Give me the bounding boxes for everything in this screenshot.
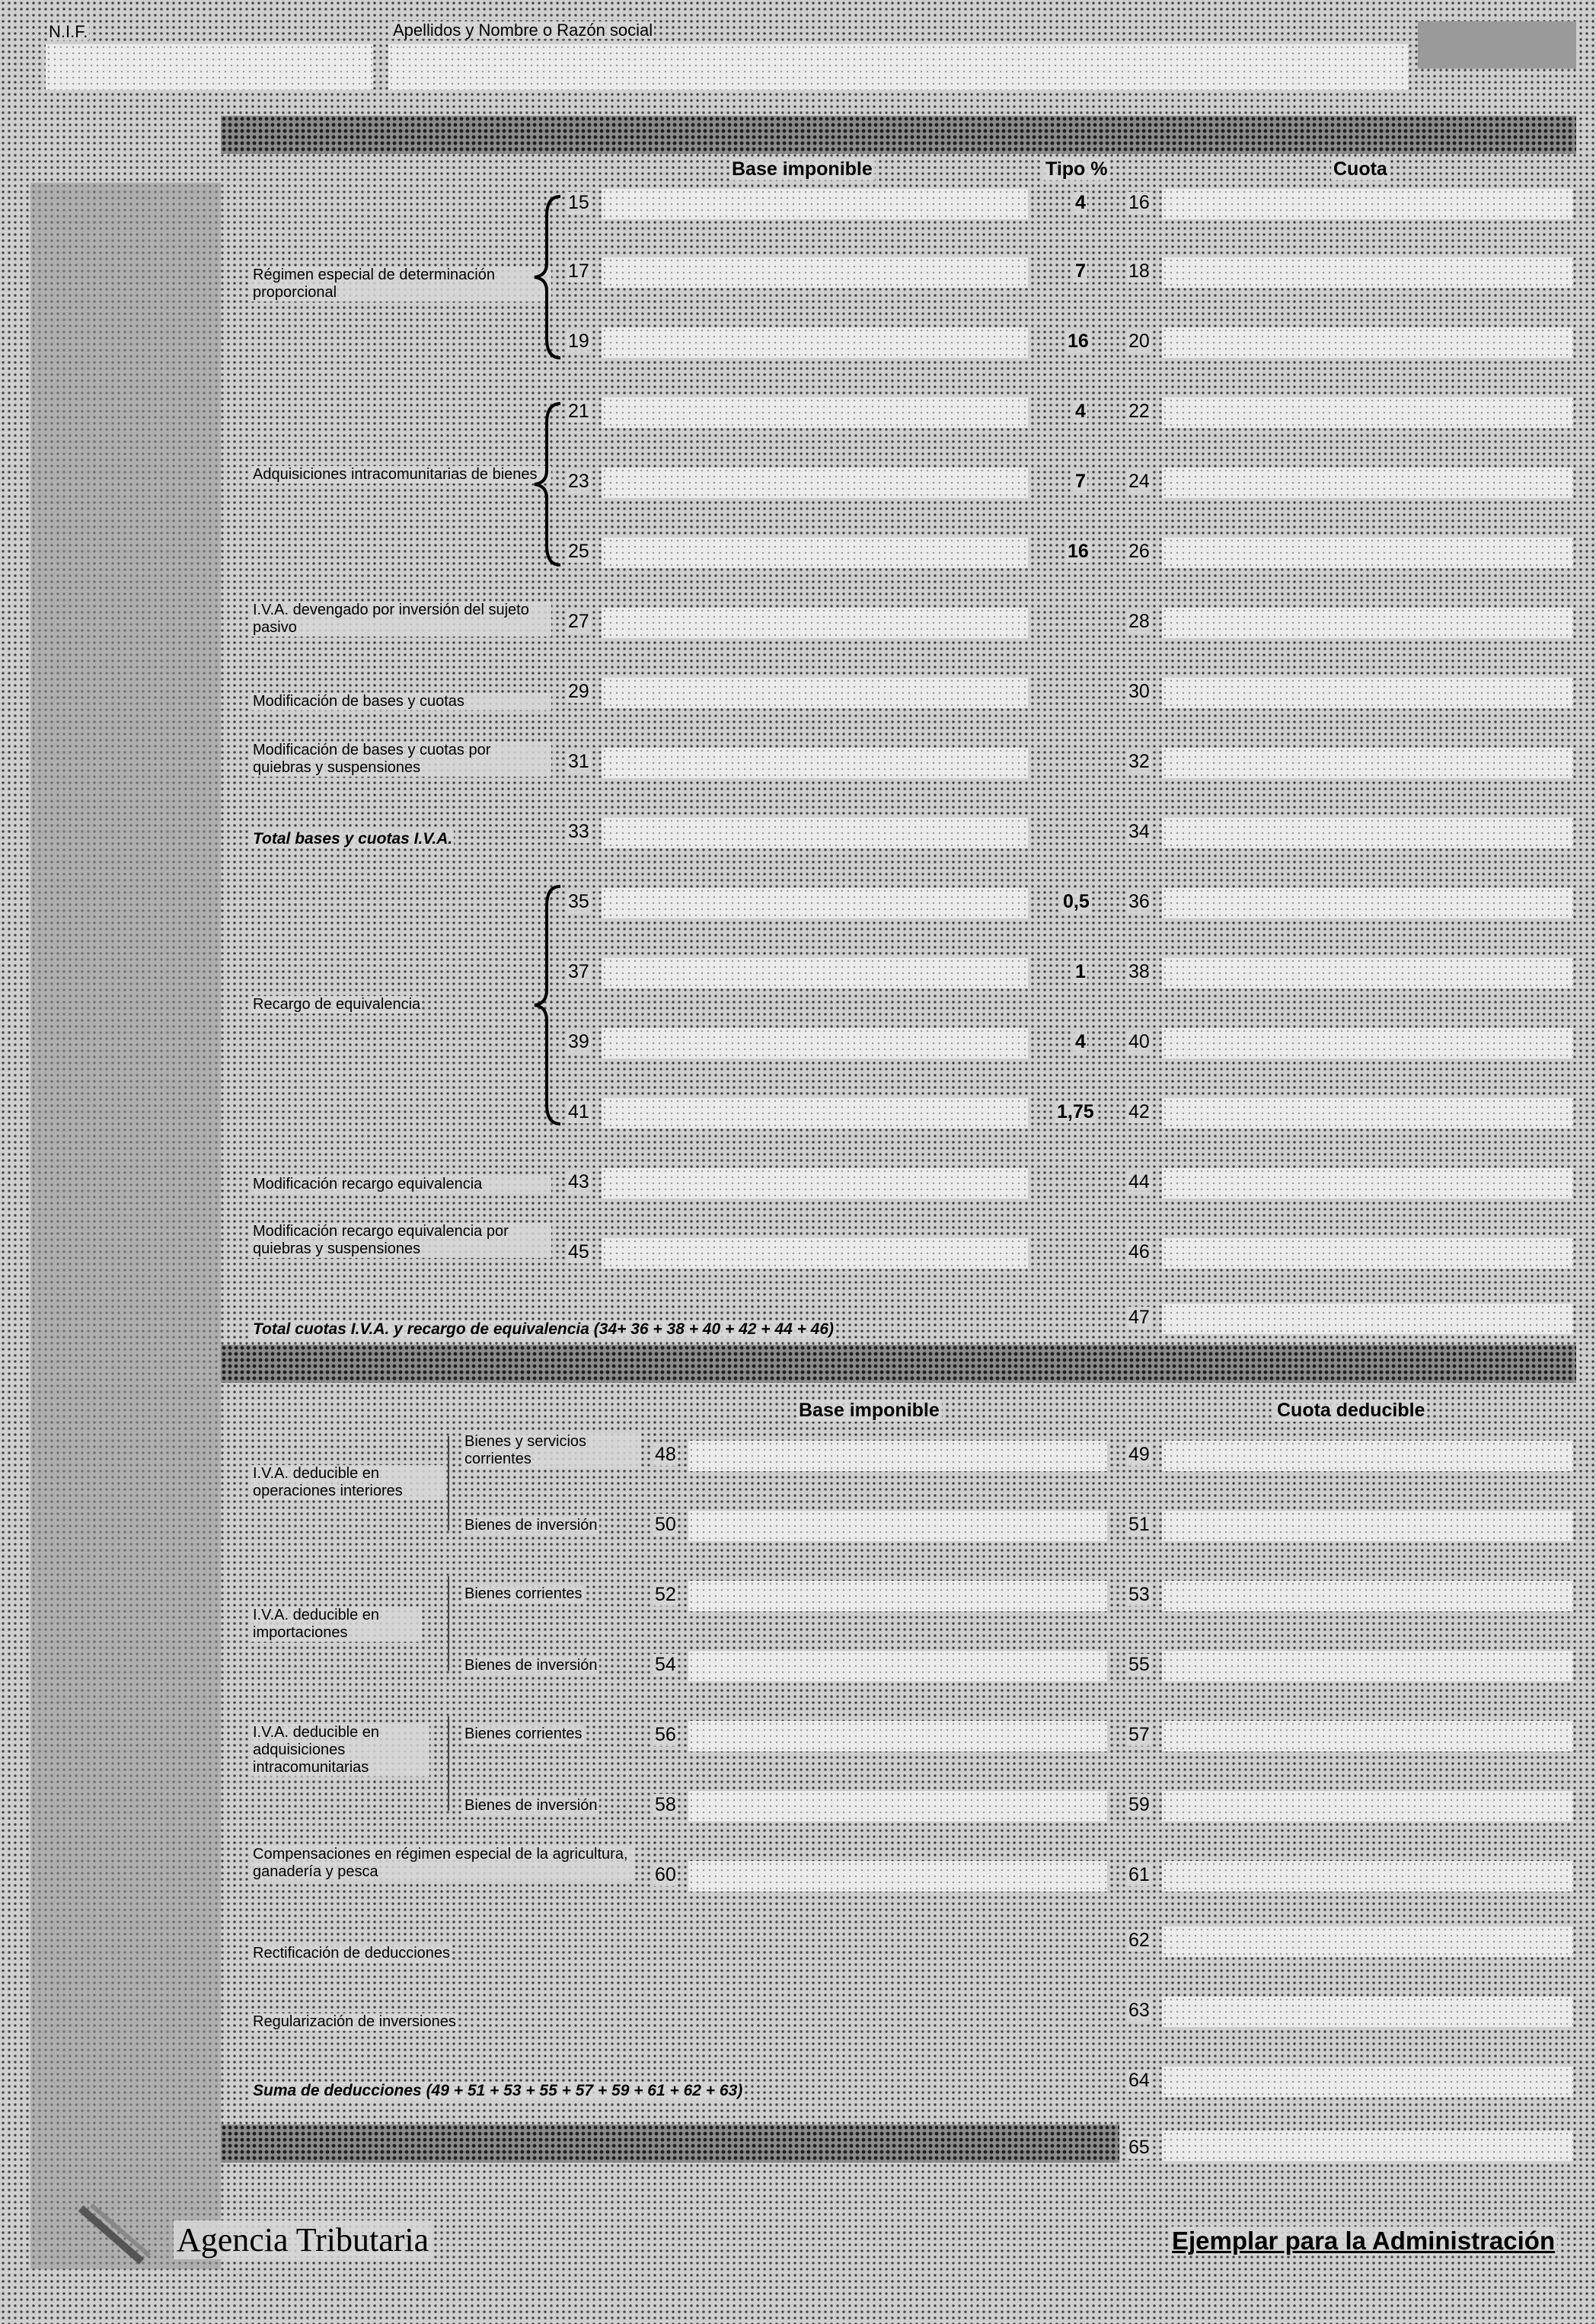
- cuota-field[interactable]: [1162, 1861, 1573, 1891]
- label-modificacion: Modificación de bases y cuotas: [251, 693, 551, 710]
- bracket-adquisiciones: [448, 1716, 449, 1811]
- base-field[interactable]: [602, 538, 1028, 568]
- base-field[interactable]: [688, 1791, 1107, 1821]
- base-field[interactable]: [602, 888, 1028, 918]
- col-header-cuota-deducible: Cuota deducible: [1275, 1400, 1427, 1422]
- box-number: 18: [1128, 260, 1150, 282]
- col-header-tipo: Tipo %: [1043, 158, 1109, 180]
- cuota-field[interactable]: [1162, 1441, 1573, 1471]
- box-number: 22: [1128, 401, 1150, 422]
- cuota-field[interactable]: [1162, 1238, 1573, 1269]
- name-label: Apellidos y Nombre o Razón social: [393, 21, 653, 40]
- brace-recargo: [530, 883, 568, 1127]
- copy-label: Ejemplar para la Administración: [1170, 2227, 1557, 2255]
- page-code-box: [1418, 21, 1576, 69]
- rate-value: 4: [1075, 1031, 1086, 1052]
- left-margin-band: [30, 183, 221, 2269]
- box-number: 21: [568, 401, 589, 422]
- col-header-cuota: Cuota: [1331, 158, 1390, 180]
- sub-label: Bienes de inversión: [464, 1797, 598, 1814]
- suma-deducciones-field[interactable]: [1162, 2067, 1573, 2097]
- label-recargo: Recargo de equivalencia: [253, 996, 421, 1013]
- base-field[interactable]: [602, 818, 1028, 848]
- cuota-field[interactable]: [1162, 468, 1573, 498]
- box-number: 56: [655, 1724, 676, 1745]
- cuota-field[interactable]: [1162, 1721, 1573, 1751]
- base-field[interactable]: [602, 189, 1028, 219]
- cuota-field[interactable]: [1162, 257, 1573, 288]
- sub-label: Bienes corrientes: [464, 1725, 583, 1742]
- box-number: 26: [1128, 541, 1150, 562]
- label-mod-recargo-quiebras: Modificación recargo equivalencia por quiebras y suspensiones: [251, 1223, 551, 1258]
- box-number: 20: [1128, 330, 1150, 352]
- label-regularizacion: Regularización de inversiones: [253, 2013, 456, 2030]
- box-number: 19: [568, 330, 589, 352]
- section-band-devengado: [221, 116, 1576, 154]
- label-rectificacion: Rectificación de deducciones: [253, 1945, 451, 1962]
- cuota-field[interactable]: [1162, 189, 1573, 219]
- box-number: 48: [655, 1444, 676, 1465]
- col-header-base: Base imponible: [729, 158, 875, 180]
- nif-field[interactable]: [46, 44, 373, 90]
- base-field[interactable]: [602, 1028, 1028, 1058]
- label-modificacion-quiebras: Modificación de bases y cuotas por quiebras y suspensiones: [251, 742, 551, 777]
- box-number: 54: [655, 1654, 676, 1675]
- label-mod-recargo: Modificación recargo equivalencia: [251, 1176, 551, 1193]
- rate-value: 1: [1075, 961, 1086, 982]
- base-field[interactable]: [602, 397, 1028, 428]
- label-deducible-interiores: I.V.A. deducible en operaciones interiores: [251, 1465, 445, 1500]
- box-number: 62: [1128, 1930, 1150, 1951]
- label-deducible-importaciones: I.V.A. deducible en importaciones: [251, 1607, 422, 1642]
- box-number: 24: [1128, 471, 1150, 492]
- cuota-field[interactable]: [1162, 1651, 1573, 1681]
- base-field[interactable]: [602, 958, 1028, 988]
- base-field[interactable]: [602, 1238, 1028, 1269]
- cuota-field[interactable]: [1162, 818, 1573, 848]
- rectificacion-field[interactable]: [1162, 1927, 1573, 1957]
- base-field[interactable]: [688, 1441, 1107, 1471]
- sub-label: Bienes de inversión: [464, 1657, 598, 1674]
- box-number: 23: [568, 471, 589, 492]
- base-field[interactable]: [602, 468, 1028, 498]
- cuota-field[interactable]: [1162, 1028, 1573, 1058]
- box-number: 31: [568, 751, 589, 772]
- box-number: 65: [1128, 2137, 1150, 2158]
- box-number: 51: [1128, 1514, 1150, 1535]
- box-number: 47: [1128, 1307, 1150, 1328]
- cuota-field[interactable]: [1162, 1098, 1573, 1128]
- total-recargo-field[interactable]: [1162, 1304, 1573, 1334]
- box-number: 33: [568, 821, 589, 842]
- col-header-base-deducible: Base imponible: [796, 1400, 942, 1422]
- box-number: 46: [1128, 1241, 1150, 1263]
- box-number: 28: [1128, 611, 1150, 632]
- base-field[interactable]: [602, 1168, 1028, 1199]
- bracket-importaciones: [448, 1576, 449, 1671]
- base-field[interactable]: [602, 748, 1028, 778]
- sub-label: Bienes corrientes: [464, 1585, 583, 1602]
- rate-value: 4: [1075, 192, 1086, 213]
- cuota-field[interactable]: [1162, 538, 1573, 568]
- box-number: 58: [655, 1794, 676, 1815]
- box-number: 41: [568, 1101, 589, 1122]
- cuota-field[interactable]: [1162, 608, 1573, 638]
- rate-value: 4: [1075, 401, 1086, 422]
- box-number: 52: [655, 1584, 676, 1605]
- box-number: 43: [568, 1171, 589, 1192]
- box-number: 16: [1128, 192, 1150, 213]
- base-field[interactable]: [602, 1098, 1028, 1128]
- cuota-field[interactable]: [1162, 958, 1573, 988]
- label-proporcional: Régimen especial de determinación proporcional: [251, 267, 551, 302]
- box-number: 27: [568, 611, 589, 632]
- box-number: 29: [568, 681, 589, 702]
- label-total-bases: Total bases y cuotas I.V.A.: [253, 830, 453, 848]
- box-number: 15: [568, 192, 589, 213]
- base-field[interactable]: [602, 327, 1028, 358]
- agency-logo-icon: [73, 2201, 157, 2269]
- resultado-field[interactable]: [1162, 2131, 1573, 2161]
- box-number: 36: [1128, 891, 1150, 912]
- box-number: 32: [1128, 751, 1150, 772]
- rate-value: 1,75: [1057, 1101, 1094, 1122]
- box-number: 63: [1128, 2000, 1150, 2021]
- box-number: 37: [568, 961, 589, 982]
- box-number: 57: [1128, 1724, 1150, 1745]
- label-deducible-adquisiciones: I.V.A. deducible en adquisiciones intracomunitarias: [251, 1724, 429, 1777]
- box-number: 64: [1128, 2070, 1150, 2091]
- cuota-field[interactable]: [1162, 327, 1573, 358]
- sub-label: Bienes de inversión: [464, 1517, 598, 1534]
- box-number: 61: [1128, 1864, 1150, 1885]
- box-number: 38: [1128, 961, 1150, 982]
- base-field[interactable]: [688, 1581, 1107, 1611]
- box-number: 53: [1128, 1584, 1150, 1605]
- box-number: 49: [1128, 1444, 1150, 1465]
- brace-adquisiciones: [530, 401, 568, 568]
- label-inversion: I.V.A. devengado por inversión del sujeto pasivo: [251, 602, 551, 637]
- rate-value: 7: [1075, 260, 1086, 282]
- base-field[interactable]: [602, 257, 1028, 288]
- box-number: 50: [655, 1514, 676, 1535]
- box-number: 60: [655, 1864, 676, 1885]
- base-field[interactable]: [688, 1651, 1107, 1681]
- label-compensaciones: Compensaciones en régimen especial de la agricultura, ganadería y pesca: [251, 1846, 635, 1881]
- base-field[interactable]: [602, 608, 1028, 638]
- rate-value: 0,5: [1063, 891, 1090, 912]
- cuota-field[interactable]: [1162, 888, 1573, 918]
- cuota-field[interactable]: [1162, 1581, 1573, 1611]
- box-number: 45: [568, 1241, 589, 1263]
- cuota-field[interactable]: [1162, 1168, 1573, 1199]
- label-suma-deducciones: Suma de deducciones (49 + 51 + 53 + 55 + 57 + 59 + 61 + 62 + 63): [253, 2082, 743, 2099]
- box-number: 44: [1128, 1171, 1150, 1192]
- rate-value: 7: [1075, 471, 1086, 492]
- box-number: 42: [1128, 1101, 1150, 1122]
- brace-proporcional: [530, 193, 568, 361]
- box-number: 40: [1128, 1031, 1150, 1052]
- cuota-field[interactable]: [1162, 397, 1573, 428]
- cuota-field[interactable]: [1162, 678, 1573, 708]
- box-number: 30: [1128, 681, 1150, 702]
- box-number: 34: [1128, 821, 1150, 842]
- rate-value: 16: [1068, 330, 1089, 352]
- base-field[interactable]: [688, 1511, 1107, 1541]
- section-band-deducible: [221, 1345, 1576, 1383]
- agency-name: Agencia Tributaria: [174, 2220, 432, 2259]
- box-number: 59: [1128, 1794, 1150, 1815]
- base-field[interactable]: [602, 678, 1028, 708]
- base-field[interactable]: [688, 1861, 1107, 1891]
- label-total-recargo: Total cuotas I.V.A. y recargo de equivalencia (34+ 36 + 38 + 40 + 42 + 44 + 46): [253, 1320, 835, 1338]
- nif-label: N.I.F.: [49, 22, 88, 41]
- rate-value: 16: [1068, 541, 1089, 562]
- cuota-field[interactable]: [1162, 1791, 1573, 1821]
- box-number: 39: [568, 1031, 589, 1052]
- name-field[interactable]: [388, 44, 1409, 90]
- label-adquisiciones: Adquisiciones intracomunitarias de bienes: [251, 466, 551, 484]
- bracket-interiores: [448, 1436, 449, 1531]
- result-band: [221, 2124, 1119, 2163]
- box-number: 35: [568, 891, 589, 912]
- regularizacion-field[interactable]: [1162, 1997, 1573, 2027]
- box-number: 55: [1128, 1654, 1150, 1675]
- box-number: 25: [568, 541, 589, 562]
- cuota-field[interactable]: [1162, 1511, 1573, 1541]
- box-number: 17: [568, 260, 589, 282]
- sub-label: Bienes y servicios corrientes: [463, 1433, 641, 1468]
- base-field[interactable]: [688, 1721, 1107, 1751]
- cuota-field[interactable]: [1162, 748, 1573, 778]
